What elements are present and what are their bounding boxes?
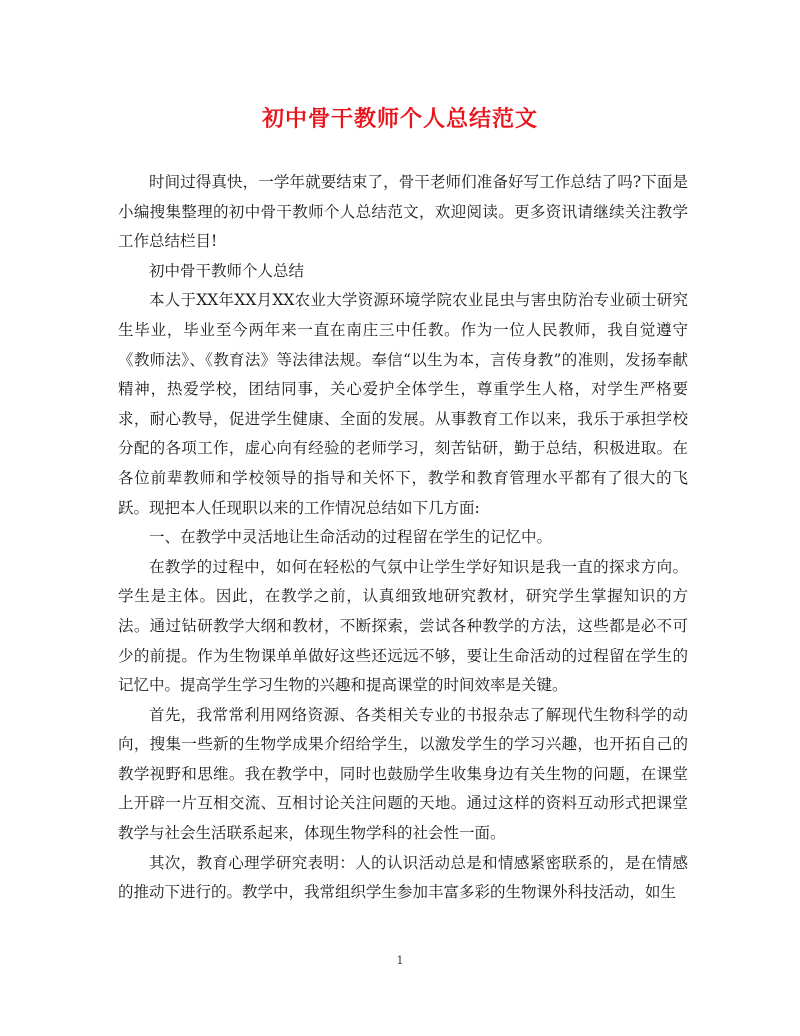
paragraph-second: 其次，教育心理学研究表明：人的认识活动总是和情感紧密联系的，是在情感的推动下进行的。教学中，我常组织学生参加丰富多彩的生物课外科技活动，如生 <box>118 853 688 902</box>
paragraph-background: 本人于XX年XX月XX农业大学资源环境学院农业昆虫与害虫防治专业硕士研究生毕业，毕业至今两年来一直在南庄三中任教。作为一位人民教师，我自觉遵守《教师法》、《教育法》等法律法规。奉信“以生为本，言传身教”的准则，发扬奉献精神，热爱学校，团结同事，关心爱护全体学生，尊重学生人格，对学生严格要求，耐心教导，促进学生健康、全面的发展。从事教育工作以来，我乐于承担学校分配的各项工作，虚心向有经验的老师学习，刻苦钻研，勤于总结，积极进取。在各位前辈教师和学校领导的指导和关怀下，教学和教育管理水平都有了很大的飞跃。现把本人任现职以来的工作情况总结如下几方面: <box>118 291 688 517</box>
section-heading-1: 一、在教学中灵活地让生命活动的过程留在学生的记忆中。 <box>149 528 553 547</box>
paragraph-teaching-process: 在教学的过程中，如何在轻松的气氛中让学生学好知识是我一直的探求方向。学生是主体。因此，在教学之前，认真细致地研究教材，研究学生掌握知识的方法。通过钻研教学大纲和教材，不断探索，尝试各种教学的方法，这些都是必不可少的前提。作为生物课单单做好这些还远远不够，要让生命活动的过程留在学生的记忆中。提高学生学习生物的兴趣和提高课堂的时间效率是关键。 <box>118 557 688 695</box>
page-number: 1 <box>396 954 404 967</box>
document-title: 初中骨干教师个人总结范文 <box>261 106 538 132</box>
document-body <box>118 168 688 908</box>
paragraph-first: 首先，我常常利用网络资源、各类相关专业的书报杂志了解现代生物科学的动向，搜集一些新的生物学成果介绍给学生，以激发学生的学习兴趣，也开拓自己的教学视野和思维。我在教学中，同时也鼓励学生收集身边有关生物的问题，在课堂上开辟一片互相交流、互相讨论关注问题的天地。通过这样的资料互动形式把课堂教学与社会生活联系起来，体现生物学科的社会性一面。 <box>118 705 688 843</box>
paragraph-heading: 初中骨干教师个人总结 <box>149 261 305 280</box>
paragraph-intro: 时间过得真快，一学年就要结束了，骨干老师们准备好写工作总结了吗?下面是小编搜集整理的初中骨干教师个人总结范文，欢迎阅读。更多资讯请继续关注教学工作总结栏目! <box>118 173 688 251</box>
